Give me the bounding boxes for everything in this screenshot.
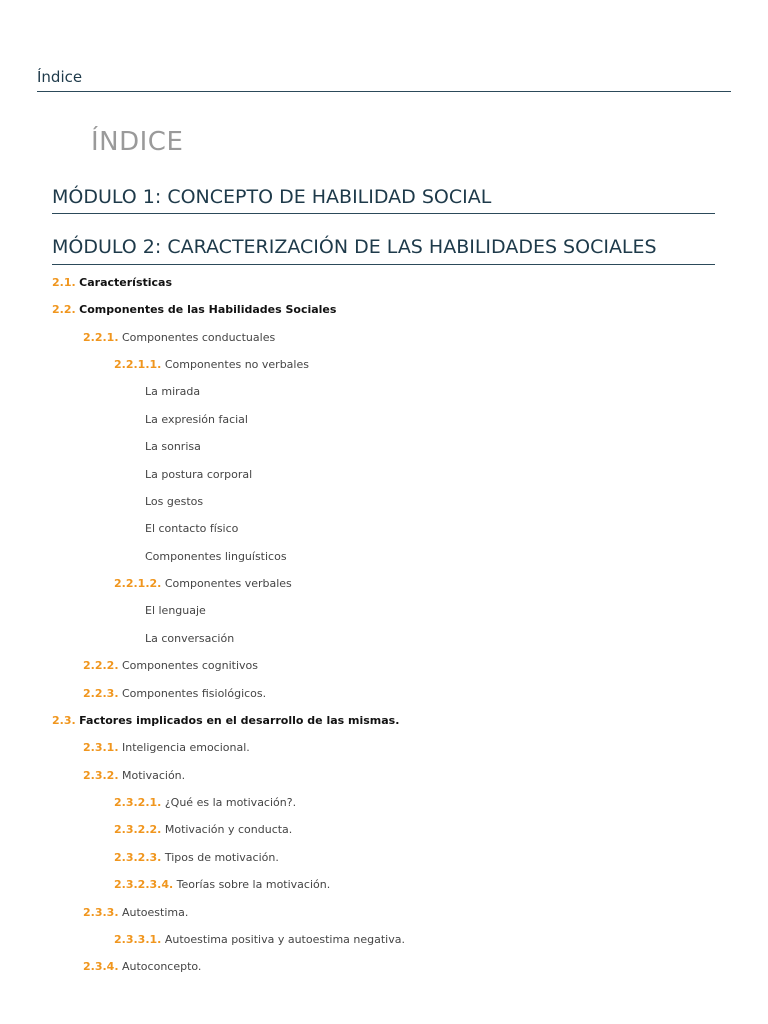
toc-entry[interactable] [83, 769, 185, 783]
toc-number: 2.2.1.1. [114, 358, 162, 371]
toc-label: Inteligencia emocional. [122, 741, 250, 754]
toc-entry[interactable] [145, 468, 252, 482]
header-title: Índice [37, 68, 83, 86]
toc-label: El lenguaje [145, 604, 206, 617]
toc-label: La postura corporal [145, 468, 253, 481]
toc-entry[interactable] [83, 906, 188, 920]
toc-entry[interactable] [83, 960, 201, 974]
toc-label: Componentes de las Habilidades Sociales [79, 303, 337, 316]
toc-entry[interactable] [145, 550, 287, 564]
toc-entry[interactable] [114, 358, 309, 372]
toc-label: La mirada [145, 385, 201, 398]
page-title: ÍNDICE [91, 127, 184, 157]
toc-entry[interactable] [83, 741, 250, 755]
toc-entry[interactable] [145, 413, 248, 427]
toc-entry[interactable] [52, 303, 336, 317]
toc-label: Autoestima positiva y autoestima negativa. [164, 933, 405, 946]
toc-label: Componentes conductuales [122, 331, 276, 344]
toc-entry[interactable] [145, 522, 238, 536]
toc-label: La sonrisa [145, 440, 201, 453]
toc-entry[interactable] [52, 714, 399, 728]
toc-label: La conversación [145, 632, 235, 645]
toc-number: 2.2.1.2. [114, 577, 162, 590]
module-1-divider [52, 213, 715, 214]
toc-label: Motivación. [122, 769, 186, 782]
toc-label: Componentes cognitivos [122, 659, 258, 672]
module-1-heading[interactable]: MÓDULO 1: CONCEPTO DE HABILIDAD SOCIAL [52, 186, 492, 208]
toc-number: 2.3.2. [83, 769, 119, 782]
toc-number: 2.3.2.1. [114, 796, 162, 809]
toc-label: ¿Qué es la motivación?. [164, 796, 297, 809]
toc-number: 2.1. [52, 276, 76, 289]
module-2-divider [52, 264, 715, 265]
toc-entry[interactable] [114, 577, 292, 591]
toc-entry[interactable] [145, 495, 203, 509]
toc-label: Componentes no verbales [164, 358, 309, 371]
toc-entry[interactable] [83, 659, 258, 673]
toc-entry[interactable] [145, 632, 234, 646]
toc-entry[interactable] [114, 796, 296, 810]
toc-number: 2.3.2.3.4. [114, 878, 174, 891]
toc-entry[interactable] [114, 823, 292, 837]
toc-entry[interactable] [83, 687, 266, 701]
toc-number: 2.3.2.3. [114, 851, 162, 864]
toc-entry[interactable] [114, 878, 330, 892]
toc-number: 2.3.2.2. [114, 823, 162, 836]
toc-entry[interactable] [52, 276, 172, 290]
toc-number: 2.3.1. [83, 741, 119, 754]
toc-number: 2.3.3. [83, 906, 119, 919]
module-2-heading[interactable]: MÓDULO 2: CARACTERIZACIÓN DE LAS HABILIDADES SOCIALES [52, 236, 657, 258]
toc-entry[interactable] [145, 440, 201, 454]
toc-number: 2.3.4. [83, 960, 119, 973]
toc-entry[interactable] [145, 385, 200, 399]
toc-number: 2.2.2. [83, 659, 119, 672]
toc-number: 2.2.3. [83, 687, 119, 700]
toc-label: Autoestima. [122, 906, 189, 919]
toc-number: 2.2.1. [83, 331, 119, 344]
toc-label: Autoconcepto. [122, 960, 202, 973]
toc-label: Los gestos [145, 495, 204, 508]
toc-number: 2.2. [52, 303, 76, 316]
header-divider [37, 91, 731, 92]
toc-entry[interactable] [83, 331, 275, 345]
toc-label: Tipos de motivación. [164, 851, 279, 864]
toc-label: La expresión facial [145, 413, 248, 426]
toc-number: 2.3.3.1. [114, 933, 162, 946]
toc-label: Factores implicados en el desarrollo de las mismas. [79, 714, 400, 727]
toc-label: Componentes verbales [164, 577, 292, 590]
toc-label: Teorías sobre la motivación. [176, 878, 331, 891]
toc-number: 2.3. [52, 714, 76, 727]
toc-label: Características [79, 276, 173, 289]
toc-entry[interactable] [114, 933, 405, 947]
toc-entry[interactable] [114, 851, 279, 865]
toc-label: Motivación y conducta. [164, 823, 293, 836]
toc-entry[interactable] [145, 604, 206, 618]
toc-label: Componentes fisiológicos. [122, 687, 267, 700]
toc-label: Componentes linguísticos [145, 550, 287, 563]
toc-label: El contacto físico [145, 522, 239, 535]
